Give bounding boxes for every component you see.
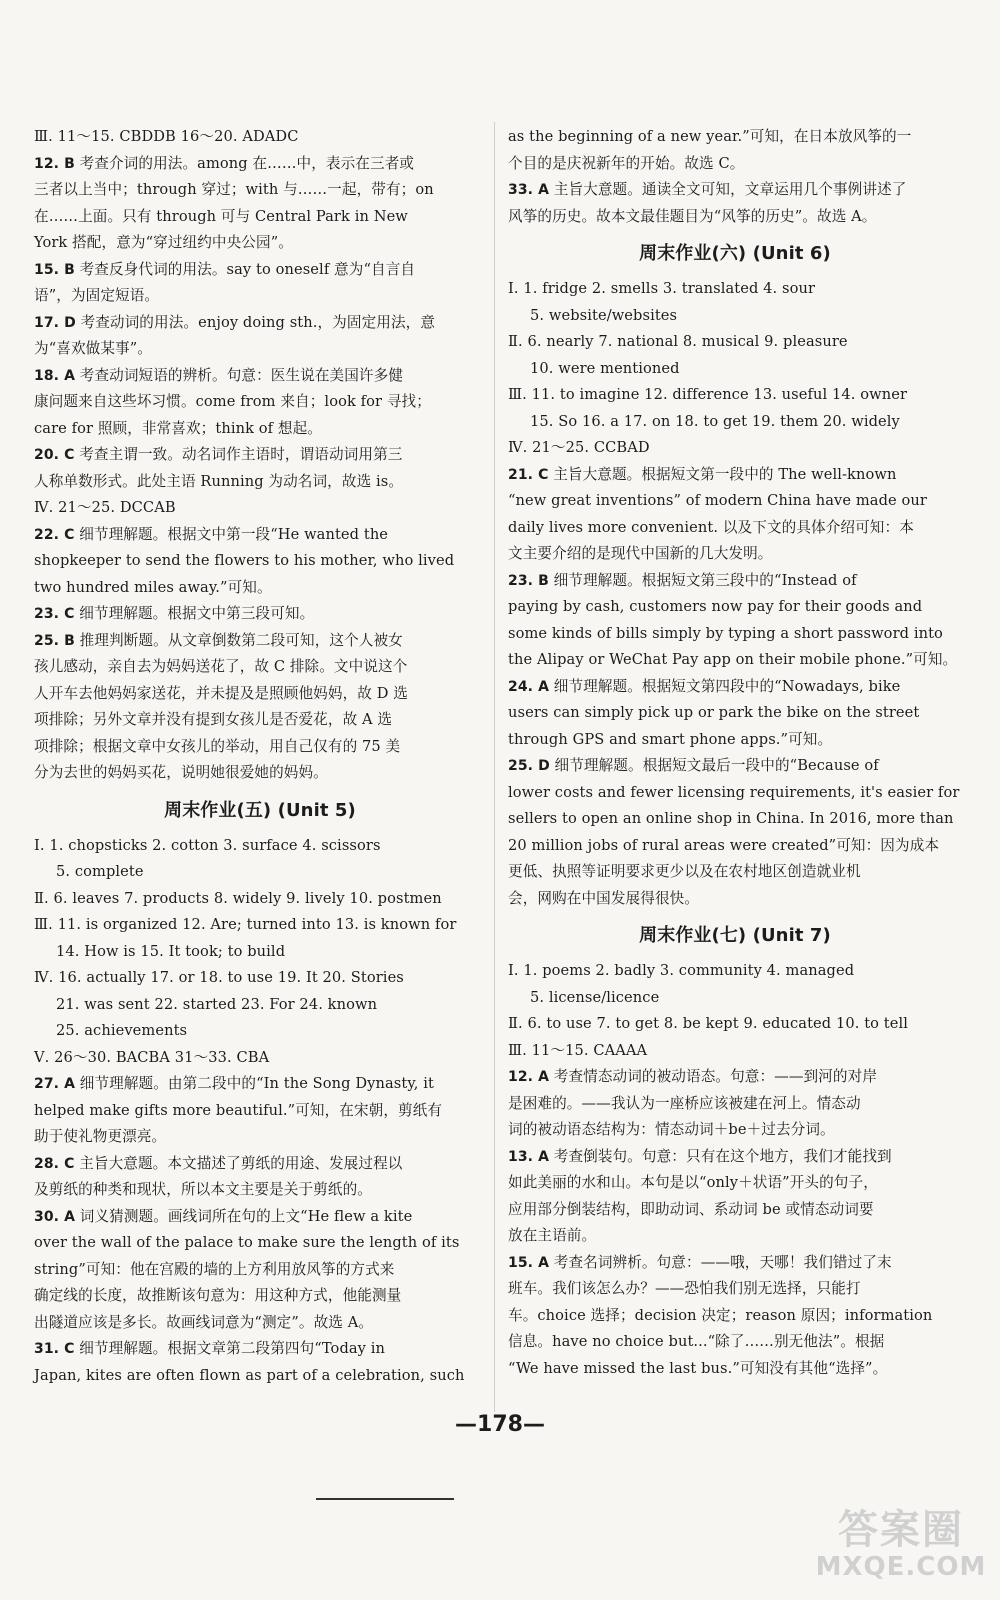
question-number: 24. A [508,678,550,695]
answer-item [34,628,486,655]
answer-text: 考查动词的用法。enjoy doing sth.，为固定用法，意 [75,313,436,331]
answer-continuation: 班车。我们该怎么办？——恐怕我们别无选择，只能打 [508,1280,861,1297]
answer-continuation: two hundred miles away.”可知。 [34,578,272,596]
answer-continuation: as the beginning of a new year.”可知，在日本放风筝的一 [508,128,912,145]
answer-continuation: sellers to open an online shop in China. In 2016, more than [508,810,954,827]
answer-item [34,1336,486,1363]
answer-item [508,753,962,780]
answer-continuation: 确定线的长度，故推断该句意为：用这种方式，他能测量 [34,1287,402,1304]
answer-continuation: 三者以上当中；through 穿过；with 与……一起，带有；on [34,181,434,198]
answer-item [34,310,486,337]
answer-continuation: 20 million jobs of rural areas were created”可知：因为成本 [508,836,940,854]
answer-continuation: 车。choice 选择；decision 决定；reason 原因；information [508,1306,933,1324]
question-number: 22. C [34,526,75,543]
answer-item [34,1204,486,1231]
answer-continuation: 5. website/websites [530,306,678,324]
answer-item [34,257,486,284]
answer-item [508,177,962,204]
answer-continuation: 10. were mentioned [530,359,680,377]
answer-continuation: 25. achievements [56,1022,188,1039]
question-number: 23. C [34,606,75,622]
answer-group-line: Ⅲ. 11～15. CBDDB 16～20. ADADC [34,128,299,145]
answer-item [508,1144,962,1171]
answer-text: 词义猜测题。画线词所在句的上文“He flew a kite [75,1207,413,1225]
answer-text: 细节理解题。根据文章第二段第四句“Today in [74,1340,386,1357]
answer-continuation: 为“喜欢做某事”。 [34,340,152,357]
answer-text: 考查动词短语的辨析。句意：医生说在美国许多健 [75,366,404,384]
question-number: 15. A [508,1254,550,1271]
answer-continuation: 是困难的。——我认为一座桥应该被建在河上。情态动 [508,1094,861,1112]
answer-continuation: 应用部分倒装结构，即助动词、系动词 be 或情态动词要 [508,1200,874,1218]
page-number: —178— [455,1412,545,1437]
answer-text: 考查情态动词的被动语态。句意：——到河的对岸 [549,1068,878,1085]
answer-continuation: 会，网购在中国发展得很快。 [508,889,700,907]
question-number: 20. C [34,447,75,463]
answer-continuation: shopkeeper to send the flowers to his mother, who lived [34,552,455,569]
question-number: 21. C [508,466,549,483]
answer-continuation: over the wall of the palace to make sure the length of its [34,1234,460,1251]
question-number: 30. A [34,1208,76,1225]
answer-group-line: Ⅱ. 6. to use 7. to get 8. be kept 9. educated 10. to tell [508,1015,909,1032]
answer-continuation: some kinds of bills simply by typing a short password into [508,624,943,642]
answer-item [508,1250,962,1277]
answer-group-line: Ⅲ. 11. is organized 12. Are; turned into 13. is known for [34,916,457,933]
answer-text: 主旨大意题。根据短文第一段中的 The well-known [548,465,897,483]
answer-group-line: Ⅳ. 21～25. DCCAB [34,499,176,516]
answer-continuation: 在……上面。只有 through 可与 Central Park in New [34,207,408,225]
answer-item [508,462,962,489]
answer-continuation: through GPS and smart phone apps.”可知。 [508,730,833,748]
answer-continuation: 5. complete [56,863,144,880]
answer-text: 细节理解题。根据短文第四段中的“Nowadays, bike [549,677,901,695]
watermark-main: 答案圈 [838,1507,964,1553]
answer-continuation: 孩儿感动，亲自去为妈妈送花了，故 C 排除。文中说这个 [34,658,408,675]
answer-text: 考查介词的用法。among 在……中，表示在三者或 [74,154,415,172]
answer-item [34,363,486,390]
answer-continuation: 词的被动语态结构为：情态动词＋be＋过去分词。 [508,1121,835,1138]
answer-continuation: 15. So 16. a 17. on 18. to get 19. them 20. widely [530,412,900,430]
answer-text: 主旨大意题。通读全文可知，文章运用几个事例讲述了 [549,181,907,198]
answer-text: 细节理解题。根据短文第三段中的“Instead of [548,571,857,589]
answer-continuation: 分为去世的妈妈买花，说明她很爱她的妈妈。 [34,764,328,781]
answer-continuation: 及剪纸的种类和现状，所以本文主要是关于剪纸的。 [34,1181,372,1198]
answer-group-line: Ⅰ. 1. poems 2. badly 3. community 4. managed [508,962,855,979]
answer-continuation: 放在主语前。 [508,1227,597,1244]
answer-continuation: users can simply pick up or park the bike on the street [508,704,920,721]
answer-text: 主旨大意题。本文描述了剪纸的用途、发展过程以 [74,1154,403,1172]
answer-item [34,522,486,549]
question-number: 12. A [508,1069,550,1085]
answer-continuation: 个目的是庆祝新年的开始。故选 C。 [508,154,745,172]
watermark-sub: MXQE.COM [815,1552,987,1582]
answer-text: 细节理解题。由第二段中的“In the Song Dynasty, it [75,1075,434,1092]
answer-continuation: helped make gifts more beautiful.”可知，在宋朝，剪纸有 [34,1101,443,1119]
answer-continuation: 信息。have no choice but...“除了……别无他法”。根据 [508,1333,885,1350]
footer-rule [316,1498,454,1500]
answer-item [508,1064,962,1091]
answer-group-line: Ⅱ. 6. nearly 7. national 8. musical 9. pleasure [508,333,848,350]
answer-group-line: Ⅳ. 16. actually 17. or 18. to use 19. It 20. Stories [34,969,404,986]
answer-continuation: 14. How is 15. It took; to build [56,942,286,960]
answer-item [34,151,486,178]
answer-continuation: 风筝的历史。故本文最佳题目为“风筝的历史”。故选 A。 [508,207,877,225]
left-column [34,124,486,1389]
answer-group-line: Ⅲ. 11. to imagine 12. difference 13. useful 14. owner [508,386,908,403]
answer-continuation: lower costs and fewer licensing requirements, it's easier for [508,783,960,801]
question-number: 15. B [34,261,75,278]
answer-continuation: 更低、执照等证明要求更少以及在农村地区创造就业机 [508,863,861,880]
question-number: 27. A [34,1076,76,1092]
answer-continuation: 康问题来自这些坏习惯。come from 来自；look for 寻找； [34,393,431,410]
section-heading: 周末作业(六) (Unit 6) [639,243,831,264]
section-heading: 周末作业(五) (Unit 5) [164,799,356,821]
answer-item [34,442,486,469]
answer-continuation: Japan, kites are often flown as part of a celebration, such [34,1366,465,1384]
answer-item [34,601,486,628]
answer-continuation: care for 照顾，非常喜欢；think of 想起。 [34,419,322,437]
question-number: 25. D [508,758,550,774]
answer-text: 推理判断题。从文章倒数第二段可知，这个人被女 [74,631,403,649]
section-heading: 周末作业(七) (Unit 7) [639,925,831,946]
answer-continuation: 人称单数形式。此处主语 Running 为动名词，故选 is。 [34,472,404,490]
answer-item [508,568,962,595]
answer-item [508,674,962,701]
question-number: 13. A [508,1148,550,1165]
question-number: 28. C [34,1155,75,1172]
answer-group-line: Ⅴ. 26～30. BACBA 31～33. CBA [34,1048,270,1066]
answer-text: 细节理解题。根据文中第三段可知。 [74,605,315,622]
answer-continuation: 出隧道应该是多长。故画线词意为“测定”。故选 A。 [34,1313,374,1331]
answer-continuation: 助于使礼物更漂亮。 [34,1128,167,1145]
answer-group-line: Ⅰ. 1. fridge 2. smells 3. translated 4. sour [508,280,816,297]
answer-continuation: 项排除；根据文章中女孩儿的举动，用自己仅有的 75 美 [34,737,401,755]
answer-continuation: 5. license/licence [530,988,660,1006]
answer-continuation: paying by cash, customers now pay for their goods and [508,598,923,615]
answer-continuation: York 搭配，意为“穿过纽约中央公园”。 [34,234,293,251]
answer-continuation: 如此美丽的水和山。本句是以“only＋状语”开头的句子， [508,1174,878,1191]
question-number: 17. D [34,314,76,331]
answer-continuation: 文主要介绍的是现代中国新的几大发明。 [508,545,773,562]
answer-text: 细节理解题。根据文中第一段“He wanted the [74,525,389,543]
answer-group-line: Ⅰ. 1. chopsticks 2. cotton 3. surface 4. scissors [34,836,381,854]
answer-continuation: the Alipay or WeChat Pay app on their mobile phone.”可知。 [508,651,958,668]
answer-item [34,1151,486,1178]
question-number: 18. A [34,367,76,384]
answer-continuation: 项排除；另外文章并没有提到女孩儿是否爱花，故 A 选 [34,711,393,728]
column-divider [494,122,495,1412]
answer-continuation: string”可知：他在宫殿的墙的上方利用放风筝的方式来 [34,1260,395,1278]
answer-text: 细节理解题。根据短文最后一段中的“Because of [549,757,879,774]
answer-continuation: “We have missed the last bus.”可知没有其他“选择”。 [508,1359,888,1377]
watermark-logo [812,1498,990,1594]
question-number: 31. C [34,1341,75,1357]
answer-text: 考查反身代词的用法。say to oneself 意为“自言自 [74,260,416,278]
answer-text: 考查倒装句。句意：只有在这个地方，我们才能找到 [549,1147,892,1165]
answer-group-line: Ⅲ. 11～15. CAAAA [508,1041,648,1059]
answer-continuation: daily lives more convenient. 以及下文的具体介绍可知：本 [508,518,914,536]
answer-text: 考查主谓一致。动名词作主语时，谓语动词用第三 [74,446,403,463]
answer-item [34,1071,486,1098]
answer-continuation: “new great inventions” of modern China have made our [508,492,927,509]
question-number: 23. B [508,572,549,589]
answer-continuation: 语”，为固定短语。 [34,287,160,304]
question-number: 33. A [508,182,550,198]
answer-continuation: 21. was sent 22. started 23. For 24. known [56,995,378,1013]
answer-group-line: Ⅱ. 6. leaves 7. products 8. widely 9. lively 10. postmen [34,889,442,907]
answer-group-line: Ⅳ. 21～25. CCBAD [508,439,650,456]
answer-text: 考查名词辨析。句意：——哦，天哪！我们错过了末 [549,1253,892,1271]
answer-continuation: 人开车去他妈妈家送花，并未提及是照顾他妈妈，故 D 选 [34,684,408,702]
right-column [508,124,962,1382]
question-number: 25. B [34,632,75,649]
question-number: 12. B [34,155,75,172]
